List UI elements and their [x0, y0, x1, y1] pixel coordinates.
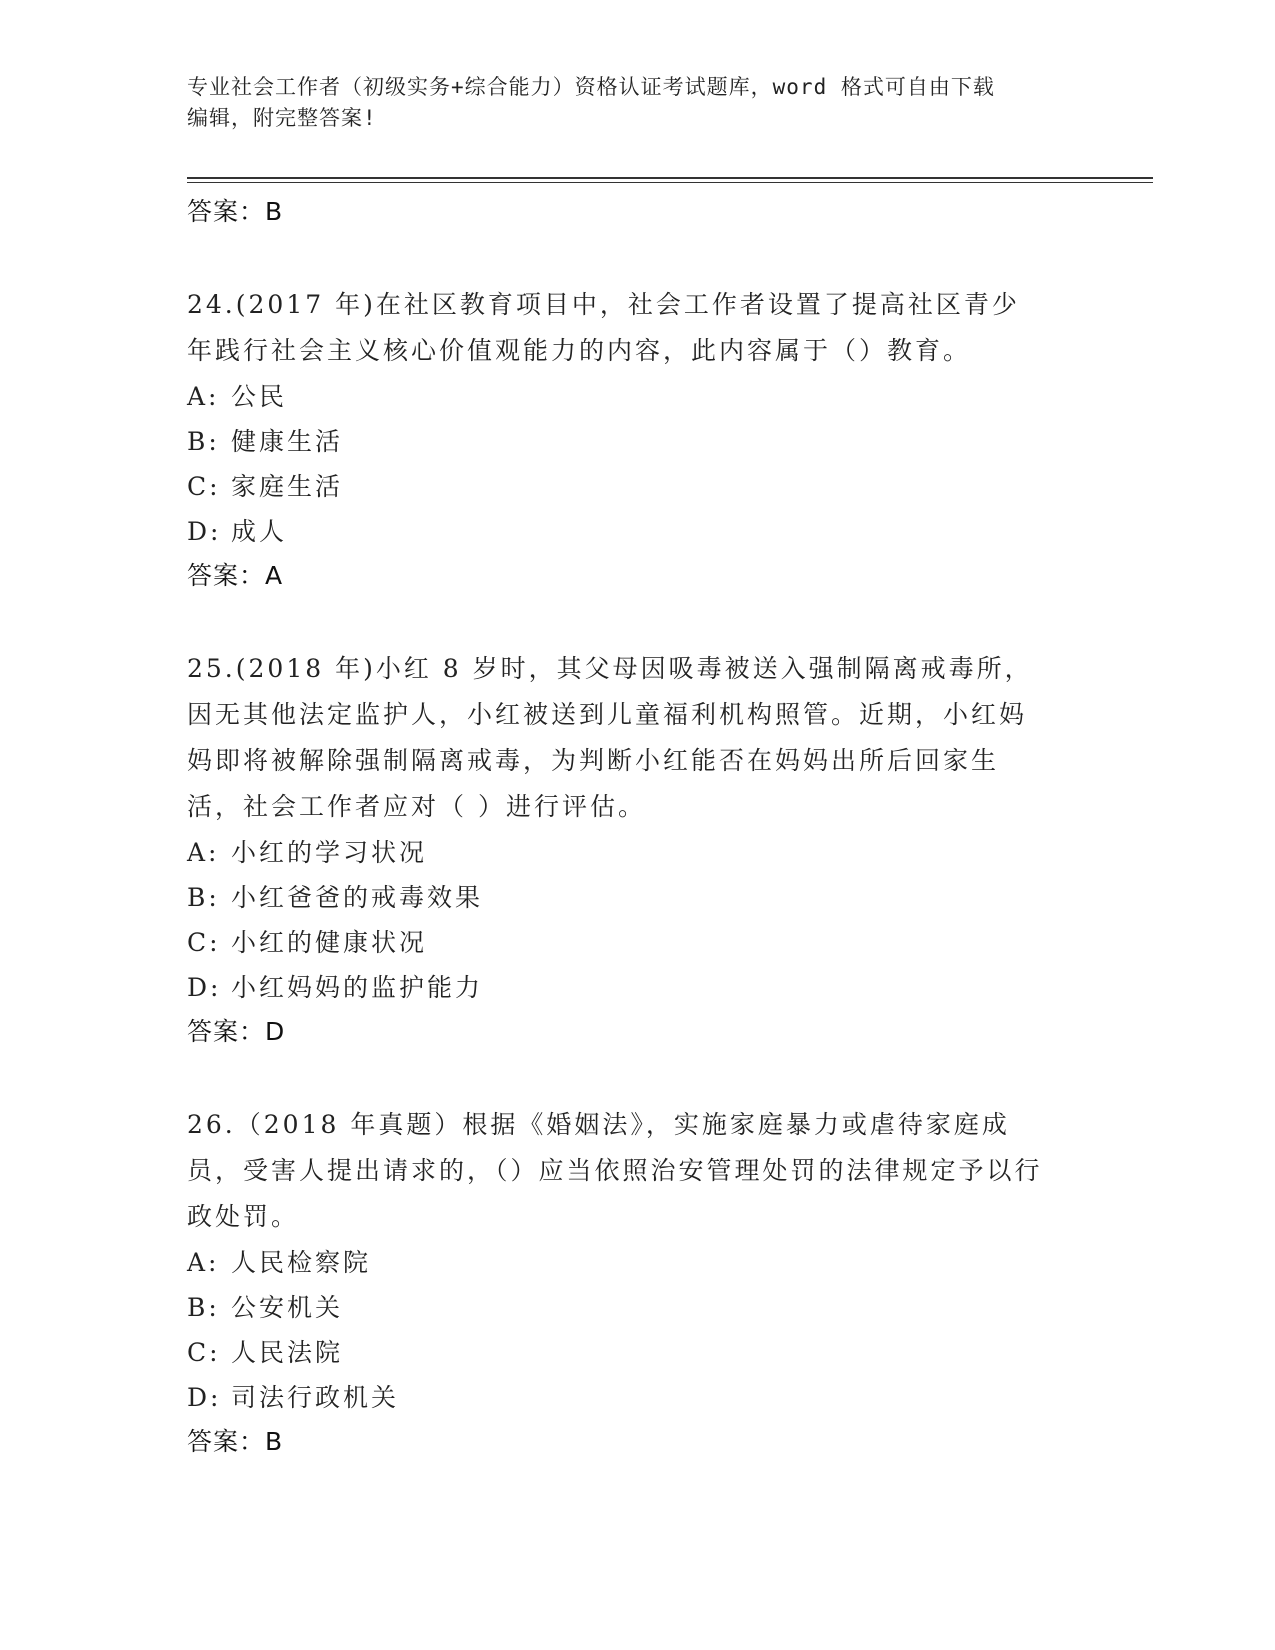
option-c — [187, 1330, 1087, 1375]
question-stem: 24.(2017 年)在社区教育项目中，社会工作者设置了提高社区青少年践行社会主义核心价值观能力的内容，此内容属于（）教育。 — [187, 290, 1020, 365]
header-line-1: 专业社会工作者（初级实务+综合能力）资格认证考试题库，word 格式可自由下载 — [187, 75, 995, 99]
option-a — [187, 374, 1087, 419]
option-key: B: — [187, 883, 220, 912]
option-text: 人民检察院 — [231, 1248, 372, 1277]
option-key: A: — [187, 382, 220, 411]
option-b — [187, 419, 1087, 464]
option-key: C: — [187, 472, 221, 501]
option-text: 司法行政机关 — [231, 1383, 400, 1412]
header-divider-thick — [187, 177, 1153, 179]
question-26 — [187, 1102, 1087, 1464]
answer-line: 答案：B — [187, 1427, 284, 1456]
option-text: 小红爸爸的戒毒效果 — [231, 883, 484, 912]
page-header — [187, 72, 1087, 134]
option-c — [187, 920, 1087, 965]
header-divider-thin — [187, 182, 1153, 183]
option-text: 小红的健康状况 — [231, 928, 428, 957]
answer-line: 答案：A — [187, 561, 284, 590]
option-a — [187, 1240, 1087, 1285]
answer-line-previous: 答案：B — [187, 197, 284, 226]
option-text: 小红的学习状况 — [231, 838, 428, 867]
question-25 — [187, 646, 1087, 1054]
option-d — [187, 1375, 1087, 1420]
option-text: 公安机关 — [231, 1293, 344, 1322]
answer-line: 答案：D — [187, 1017, 286, 1046]
option-d — [187, 965, 1087, 1010]
option-a — [187, 830, 1087, 875]
question-stem: 25.(2018 年)小红 8 岁时，其父母因吸毒被送入强制隔离戒毒所，因无其他法定监护人，小红被送到儿童福利机构照管。近期，小红妈妈即将被解除强制隔离戒毒，为判断小红能否在妈妈出所后回家生活，社会工作者应对（ ）进行评估。 — [187, 654, 1033, 821]
option-text: 人民法院 — [231, 1338, 344, 1367]
option-key: A: — [187, 1248, 220, 1277]
option-d — [187, 509, 1087, 554]
question-stem: 26.（2018 年真题）根据《婚姻法》，实施家庭暴力或虐待家庭成员，受害人提出请求的，（）应当依照治安管理处罚的法律规定予以行政处罚。 — [187, 1110, 1043, 1231]
option-b — [187, 875, 1087, 920]
option-text: 家庭生活 — [231, 472, 344, 501]
option-key: B: — [187, 427, 220, 456]
option-text: 小红妈妈的监护能力 — [231, 973, 484, 1002]
option-key: D: — [187, 517, 222, 546]
option-key: C: — [187, 1338, 221, 1367]
option-key: D: — [187, 973, 222, 1002]
question-list — [187, 190, 1087, 1464]
option-key: B: — [187, 1293, 220, 1322]
option-key: C: — [187, 928, 221, 957]
header-line-2: 编辑，附完整答案! — [187, 106, 377, 130]
option-text: 公民 — [231, 382, 288, 411]
option-b — [187, 1285, 1087, 1330]
option-c — [187, 464, 1087, 509]
option-key: D: — [187, 1383, 222, 1412]
question-24 — [187, 282, 1087, 598]
option-text: 成人 — [231, 517, 288, 546]
option-text: 健康生活 — [231, 427, 344, 456]
option-key: A: — [187, 838, 220, 867]
